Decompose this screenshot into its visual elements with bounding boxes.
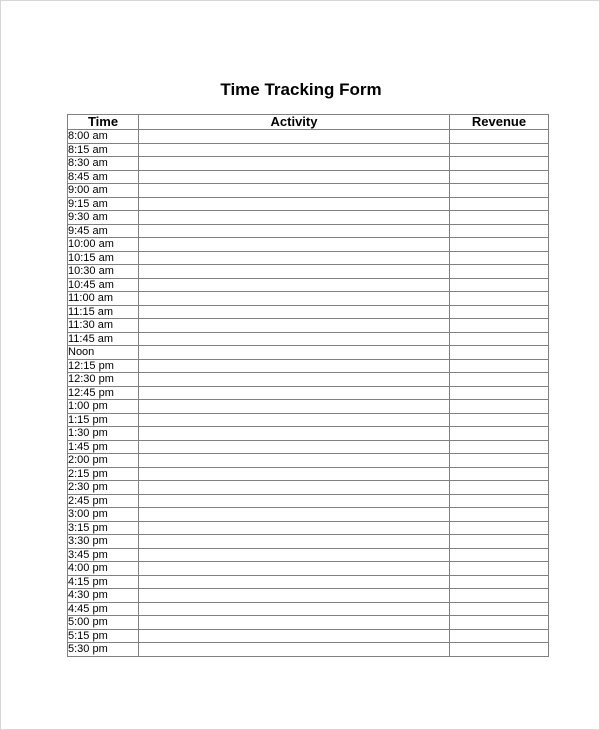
- table-row: [68, 467, 549, 481]
- activity-cell[interactable]: [139, 548, 450, 562]
- table-row: [68, 643, 549, 657]
- table-row: [68, 535, 549, 549]
- time-cell: 2:30 pm: [68, 481, 139, 495]
- revenue-cell[interactable]: [450, 130, 549, 144]
- activity-cell[interactable]: [139, 359, 450, 373]
- activity-cell[interactable]: [139, 251, 450, 265]
- time-cell: 10:15 am: [68, 251, 139, 265]
- table-row: [68, 157, 549, 171]
- activity-cell[interactable]: [139, 197, 450, 211]
- activity-cell[interactable]: [139, 562, 450, 576]
- activity-cell[interactable]: [139, 629, 450, 643]
- time-cell: 8:45 am: [68, 170, 139, 184]
- activity-cell[interactable]: [139, 589, 450, 603]
- revenue-cell[interactable]: [450, 602, 549, 616]
- table-row: [68, 211, 549, 225]
- time-cell: 3:30 pm: [68, 535, 139, 549]
- table-row: [68, 373, 549, 387]
- time-cell: 2:00 pm: [68, 454, 139, 468]
- activity-cell[interactable]: [139, 467, 450, 481]
- time-tracking-table: [67, 114, 549, 657]
- revenue-cell[interactable]: [450, 413, 549, 427]
- revenue-cell[interactable]: [450, 562, 549, 576]
- time-cell: 11:45 am: [68, 332, 139, 346]
- table-body: [68, 130, 549, 657]
- activity-cell[interactable]: [139, 616, 450, 630]
- time-cell: 4:00 pm: [68, 562, 139, 576]
- activity-cell[interactable]: [139, 373, 450, 387]
- time-cell: 9:00 am: [68, 184, 139, 198]
- time-cell: 4:15 pm: [68, 575, 139, 589]
- activity-cell[interactable]: [139, 535, 450, 549]
- table-row: [68, 481, 549, 495]
- revenue-cell[interactable]: [450, 508, 549, 522]
- table-row: [68, 440, 549, 454]
- revenue-cell[interactable]: [450, 319, 549, 333]
- table-row: [68, 184, 549, 198]
- table-row: [68, 292, 549, 306]
- time-cell: 12:45 pm: [68, 386, 139, 400]
- activity-cell[interactable]: [139, 305, 450, 319]
- activity-cell[interactable]: [139, 265, 450, 279]
- revenue-cell[interactable]: [450, 346, 549, 360]
- activity-cell[interactable]: [139, 508, 450, 522]
- activity-cell[interactable]: [139, 184, 450, 198]
- table-header-row: [68, 115, 549, 130]
- revenue-cell[interactable]: [450, 197, 549, 211]
- revenue-cell[interactable]: [450, 251, 549, 265]
- activity-cell[interactable]: [139, 454, 450, 468]
- time-cell: Noon: [68, 346, 139, 360]
- revenue-cell[interactable]: [450, 535, 549, 549]
- table-row: [68, 224, 549, 238]
- time-cell: 10:00 am: [68, 238, 139, 252]
- table-row: [68, 143, 549, 157]
- column-header-revenue: Revenue: [450, 115, 549, 130]
- table-row: [68, 427, 549, 441]
- time-cell: 2:45 pm: [68, 494, 139, 508]
- time-cell: 5:30 pm: [68, 643, 139, 657]
- revenue-cell[interactable]: [450, 440, 549, 454]
- revenue-cell[interactable]: [450, 373, 549, 387]
- time-cell: 8:00 am: [68, 130, 139, 144]
- revenue-cell[interactable]: [450, 143, 549, 157]
- page-title: Time Tracking Form: [220, 80, 382, 99]
- table-row: [68, 197, 549, 211]
- revenue-cell[interactable]: [450, 616, 549, 630]
- column-header-activity: Activity: [139, 115, 450, 130]
- table-row: [68, 629, 549, 643]
- table-row: [68, 413, 549, 427]
- table-row: [68, 278, 549, 292]
- time-cell: 2:15 pm: [68, 467, 139, 481]
- time-cell: 3:45 pm: [68, 548, 139, 562]
- revenue-cell[interactable]: [450, 211, 549, 225]
- revenue-cell[interactable]: [450, 238, 549, 252]
- table-row: [68, 454, 549, 468]
- time-cell: 1:45 pm: [68, 440, 139, 454]
- activity-cell[interactable]: [139, 494, 450, 508]
- table-row: [68, 170, 549, 184]
- activity-cell[interactable]: [139, 130, 450, 144]
- time-cell: 8:15 am: [68, 143, 139, 157]
- table-row: [68, 400, 549, 414]
- table-row: [68, 562, 549, 576]
- activity-cell[interactable]: [139, 346, 450, 360]
- table-row: [68, 575, 549, 589]
- activity-cell[interactable]: [139, 211, 450, 225]
- table-row: [68, 589, 549, 603]
- revenue-cell[interactable]: [450, 548, 549, 562]
- activity-cell[interactable]: [139, 643, 450, 657]
- revenue-cell[interactable]: [450, 481, 549, 495]
- activity-cell[interactable]: [139, 319, 450, 333]
- time-cell: 5:15 pm: [68, 629, 139, 643]
- revenue-cell[interactable]: [450, 278, 549, 292]
- time-cell: 10:45 am: [68, 278, 139, 292]
- revenue-cell[interactable]: [450, 643, 549, 657]
- table-row: [68, 251, 549, 265]
- revenue-cell[interactable]: [450, 575, 549, 589]
- table-row: [68, 346, 549, 360]
- revenue-cell[interactable]: [450, 386, 549, 400]
- revenue-cell[interactable]: [450, 521, 549, 535]
- activity-cell[interactable]: [139, 602, 450, 616]
- table-row: [68, 319, 549, 333]
- revenue-cell[interactable]: [450, 265, 549, 279]
- activity-cell[interactable]: [139, 332, 450, 346]
- time-cell: 11:15 am: [68, 305, 139, 319]
- table-row: [68, 548, 549, 562]
- table-row: [68, 616, 549, 630]
- revenue-cell[interactable]: [450, 400, 549, 414]
- time-cell: 9:45 am: [68, 224, 139, 238]
- table-row: [68, 305, 549, 319]
- revenue-cell[interactable]: [450, 170, 549, 184]
- revenue-cell[interactable]: [450, 305, 549, 319]
- revenue-cell[interactable]: [450, 292, 549, 306]
- activity-cell[interactable]: [139, 292, 450, 306]
- time-cell: 12:30 pm: [68, 373, 139, 387]
- time-cell: 4:45 pm: [68, 602, 139, 616]
- revenue-cell[interactable]: [450, 589, 549, 603]
- activity-cell[interactable]: [139, 386, 450, 400]
- revenue-cell[interactable]: [450, 494, 549, 508]
- revenue-cell[interactable]: [450, 359, 549, 373]
- activity-cell[interactable]: [139, 400, 450, 414]
- table-row: [68, 386, 549, 400]
- activity-cell[interactable]: [139, 575, 450, 589]
- revenue-cell[interactable]: [450, 629, 549, 643]
- time-cell: 1:30 pm: [68, 427, 139, 441]
- table-row: [68, 265, 549, 279]
- table-row: [68, 508, 549, 522]
- time-cell: 10:30 am: [68, 265, 139, 279]
- revenue-cell[interactable]: [450, 427, 549, 441]
- activity-cell[interactable]: [139, 224, 450, 238]
- activity-cell[interactable]: [139, 440, 450, 454]
- revenue-cell[interactable]: [450, 184, 549, 198]
- time-cell: 11:30 am: [68, 319, 139, 333]
- activity-cell[interactable]: [139, 143, 450, 157]
- activity-cell[interactable]: [139, 413, 450, 427]
- activity-cell[interactable]: [139, 170, 450, 184]
- time-cell: 5:00 pm: [68, 616, 139, 630]
- column-header-time: Time: [68, 115, 139, 130]
- revenue-cell[interactable]: [450, 224, 549, 238]
- time-cell: 9:15 am: [68, 197, 139, 211]
- table-row: [68, 494, 549, 508]
- activity-cell[interactable]: [139, 238, 450, 252]
- activity-cell[interactable]: [139, 427, 450, 441]
- time-cell: 8:30 am: [68, 157, 139, 171]
- time-cell: 9:30 am: [68, 211, 139, 225]
- time-cell: 4:30 pm: [68, 589, 139, 603]
- table-row: [68, 130, 549, 144]
- activity-cell[interactable]: [139, 157, 450, 171]
- time-cell: 11:00 am: [68, 292, 139, 306]
- activity-cell[interactable]: [139, 481, 450, 495]
- revenue-cell[interactable]: [450, 332, 549, 346]
- activity-cell[interactable]: [139, 278, 450, 292]
- time-cell: 1:15 pm: [68, 413, 139, 427]
- time-cell: 3:00 pm: [68, 508, 139, 522]
- table-row: [68, 359, 549, 373]
- revenue-cell[interactable]: [450, 454, 549, 468]
- revenue-cell[interactable]: [450, 467, 549, 481]
- table-row: [68, 521, 549, 535]
- time-cell: 12:15 pm: [68, 359, 139, 373]
- table-row: [68, 602, 549, 616]
- revenue-cell[interactable]: [450, 157, 549, 171]
- activity-cell[interactable]: [139, 521, 450, 535]
- time-cell: 3:15 pm: [68, 521, 139, 535]
- time-cell: 1:00 pm: [68, 400, 139, 414]
- table-row: [68, 332, 549, 346]
- table-row: [68, 238, 549, 252]
